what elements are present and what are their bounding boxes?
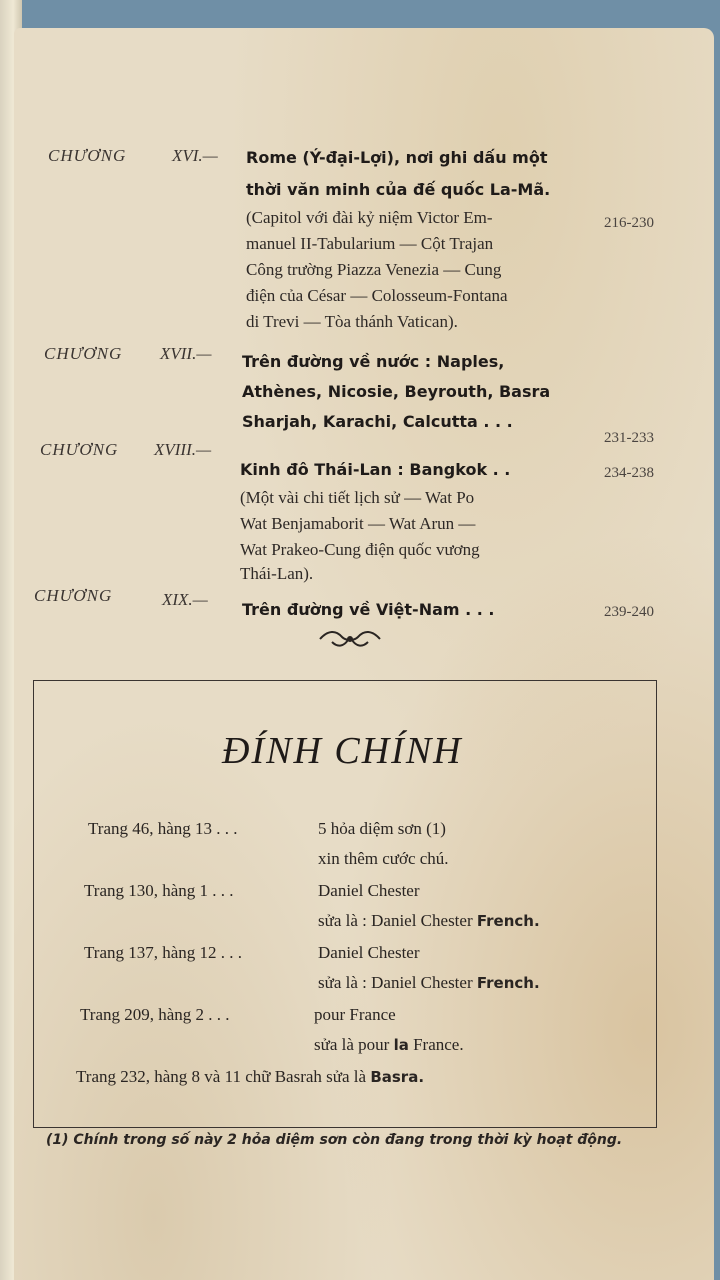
errata-fix-line2: xin thêm cước chú.	[318, 849, 449, 868]
chapter-detail-line: di Trevi — Tòa thánh Vatican).	[246, 312, 458, 331]
errata-fix: Daniel Chester	[318, 881, 420, 900]
chapter-label: CHƯƠNG	[34, 586, 113, 605]
chapter-detail-line: (Capitol với đài kỷ niệm Victor Em-	[246, 208, 493, 227]
errata-ref: Trang 137, hàng 12 . . .	[84, 943, 243, 962]
errata-fix-line2: sửa là : Daniel Chester French.	[318, 911, 540, 930]
errata-fix: pour France	[314, 1005, 396, 1024]
errata-fix: 5 hỏa diệm sơn (1)	[318, 819, 446, 838]
chapter-number: XVIII.—	[154, 440, 212, 459]
chapter-detail-line: manuel II-Tabularium — Cột Trajan	[246, 234, 494, 253]
footnote: (1) Chính trong số này 2 hỏa diệm sơn còn đang trong thời kỳ hoạt động.	[46, 1132, 623, 1148]
chapter-title-line: Rome (Ý-đại-Lợi), nơi ghi dấu một	[246, 148, 548, 167]
errata-ref: Trang 46, hàng 13 . . .	[88, 819, 238, 838]
errata-bold-word: Basra.	[370, 1068, 425, 1086]
chapter-label: CHƯƠNG	[40, 440, 119, 459]
errata-fix-line2: sửa là pour la France.	[314, 1035, 464, 1054]
chapter-pages: 239-240	[604, 604, 654, 620]
chapter-title-line: Trên đường về Việt-Nam . . .	[242, 600, 495, 619]
chapter-title-line: Kinh đô Thái-Lan : Bangkok . .	[240, 460, 511, 479]
chapter-title-line: Trên đường về nước : Naples,	[242, 352, 505, 371]
errata-bold-word: French.	[476, 912, 540, 930]
errata-bold-word: la	[393, 1036, 409, 1054]
chapter-number: XIX.—	[162, 590, 208, 609]
chapter-detail-line: Wat Prakeo-Cung điện quốc vương	[240, 540, 480, 559]
errata-fix: Daniel Chester	[318, 943, 420, 962]
chapter-number: XVI.—	[172, 146, 218, 165]
errata-bold-word: French.	[476, 974, 540, 992]
chapter-label: CHƯƠNG	[48, 146, 127, 165]
errata-ref: Trang 130, hàng 1 . . .	[84, 881, 234, 900]
errata-ref: Trang 232, hàng 8 và 11 chữ Basrah sửa là Basra.	[76, 1067, 425, 1086]
ornament-divider-icon	[318, 626, 382, 652]
chapter-pages: 216-230	[604, 215, 654, 231]
errata-title: ĐÍNH CHÍNH	[222, 730, 463, 772]
chapter-title-line: Sharjah, Karachi, Calcutta . . .	[242, 412, 513, 431]
chapter-detail-line: (Một vài chi tiết lịch sử — Wat Po	[240, 488, 475, 507]
chapter-detail-line: Công trường Piazza Venezia — Cung	[246, 260, 502, 279]
chapter-title-line: thời văn minh của đế quốc La-Mã.	[246, 180, 551, 199]
chapter-detail-line: Thái-Lan).	[240, 564, 314, 583]
chapter-pages: 234-238	[604, 465, 654, 481]
errata-fix-line2: sửa là : Daniel Chester French.	[318, 973, 540, 992]
chapter-detail-line: điện của César — Colosseum-Fontana	[246, 286, 508, 305]
chapter-pages: 231-233	[604, 430, 654, 446]
chapter-detail-line: Wat Benjamaborit — Wat Arun —	[240, 514, 476, 533]
errata-ref: Trang 209, hàng 2 . . .	[80, 1005, 230, 1024]
chapter-label: CHƯƠNG	[44, 344, 123, 363]
chapter-title-line: Athènes, Nicosie, Beyrouth, Basra	[242, 382, 551, 401]
errata-box	[33, 680, 657, 1128]
chapter-number: XVII.—	[160, 344, 212, 363]
